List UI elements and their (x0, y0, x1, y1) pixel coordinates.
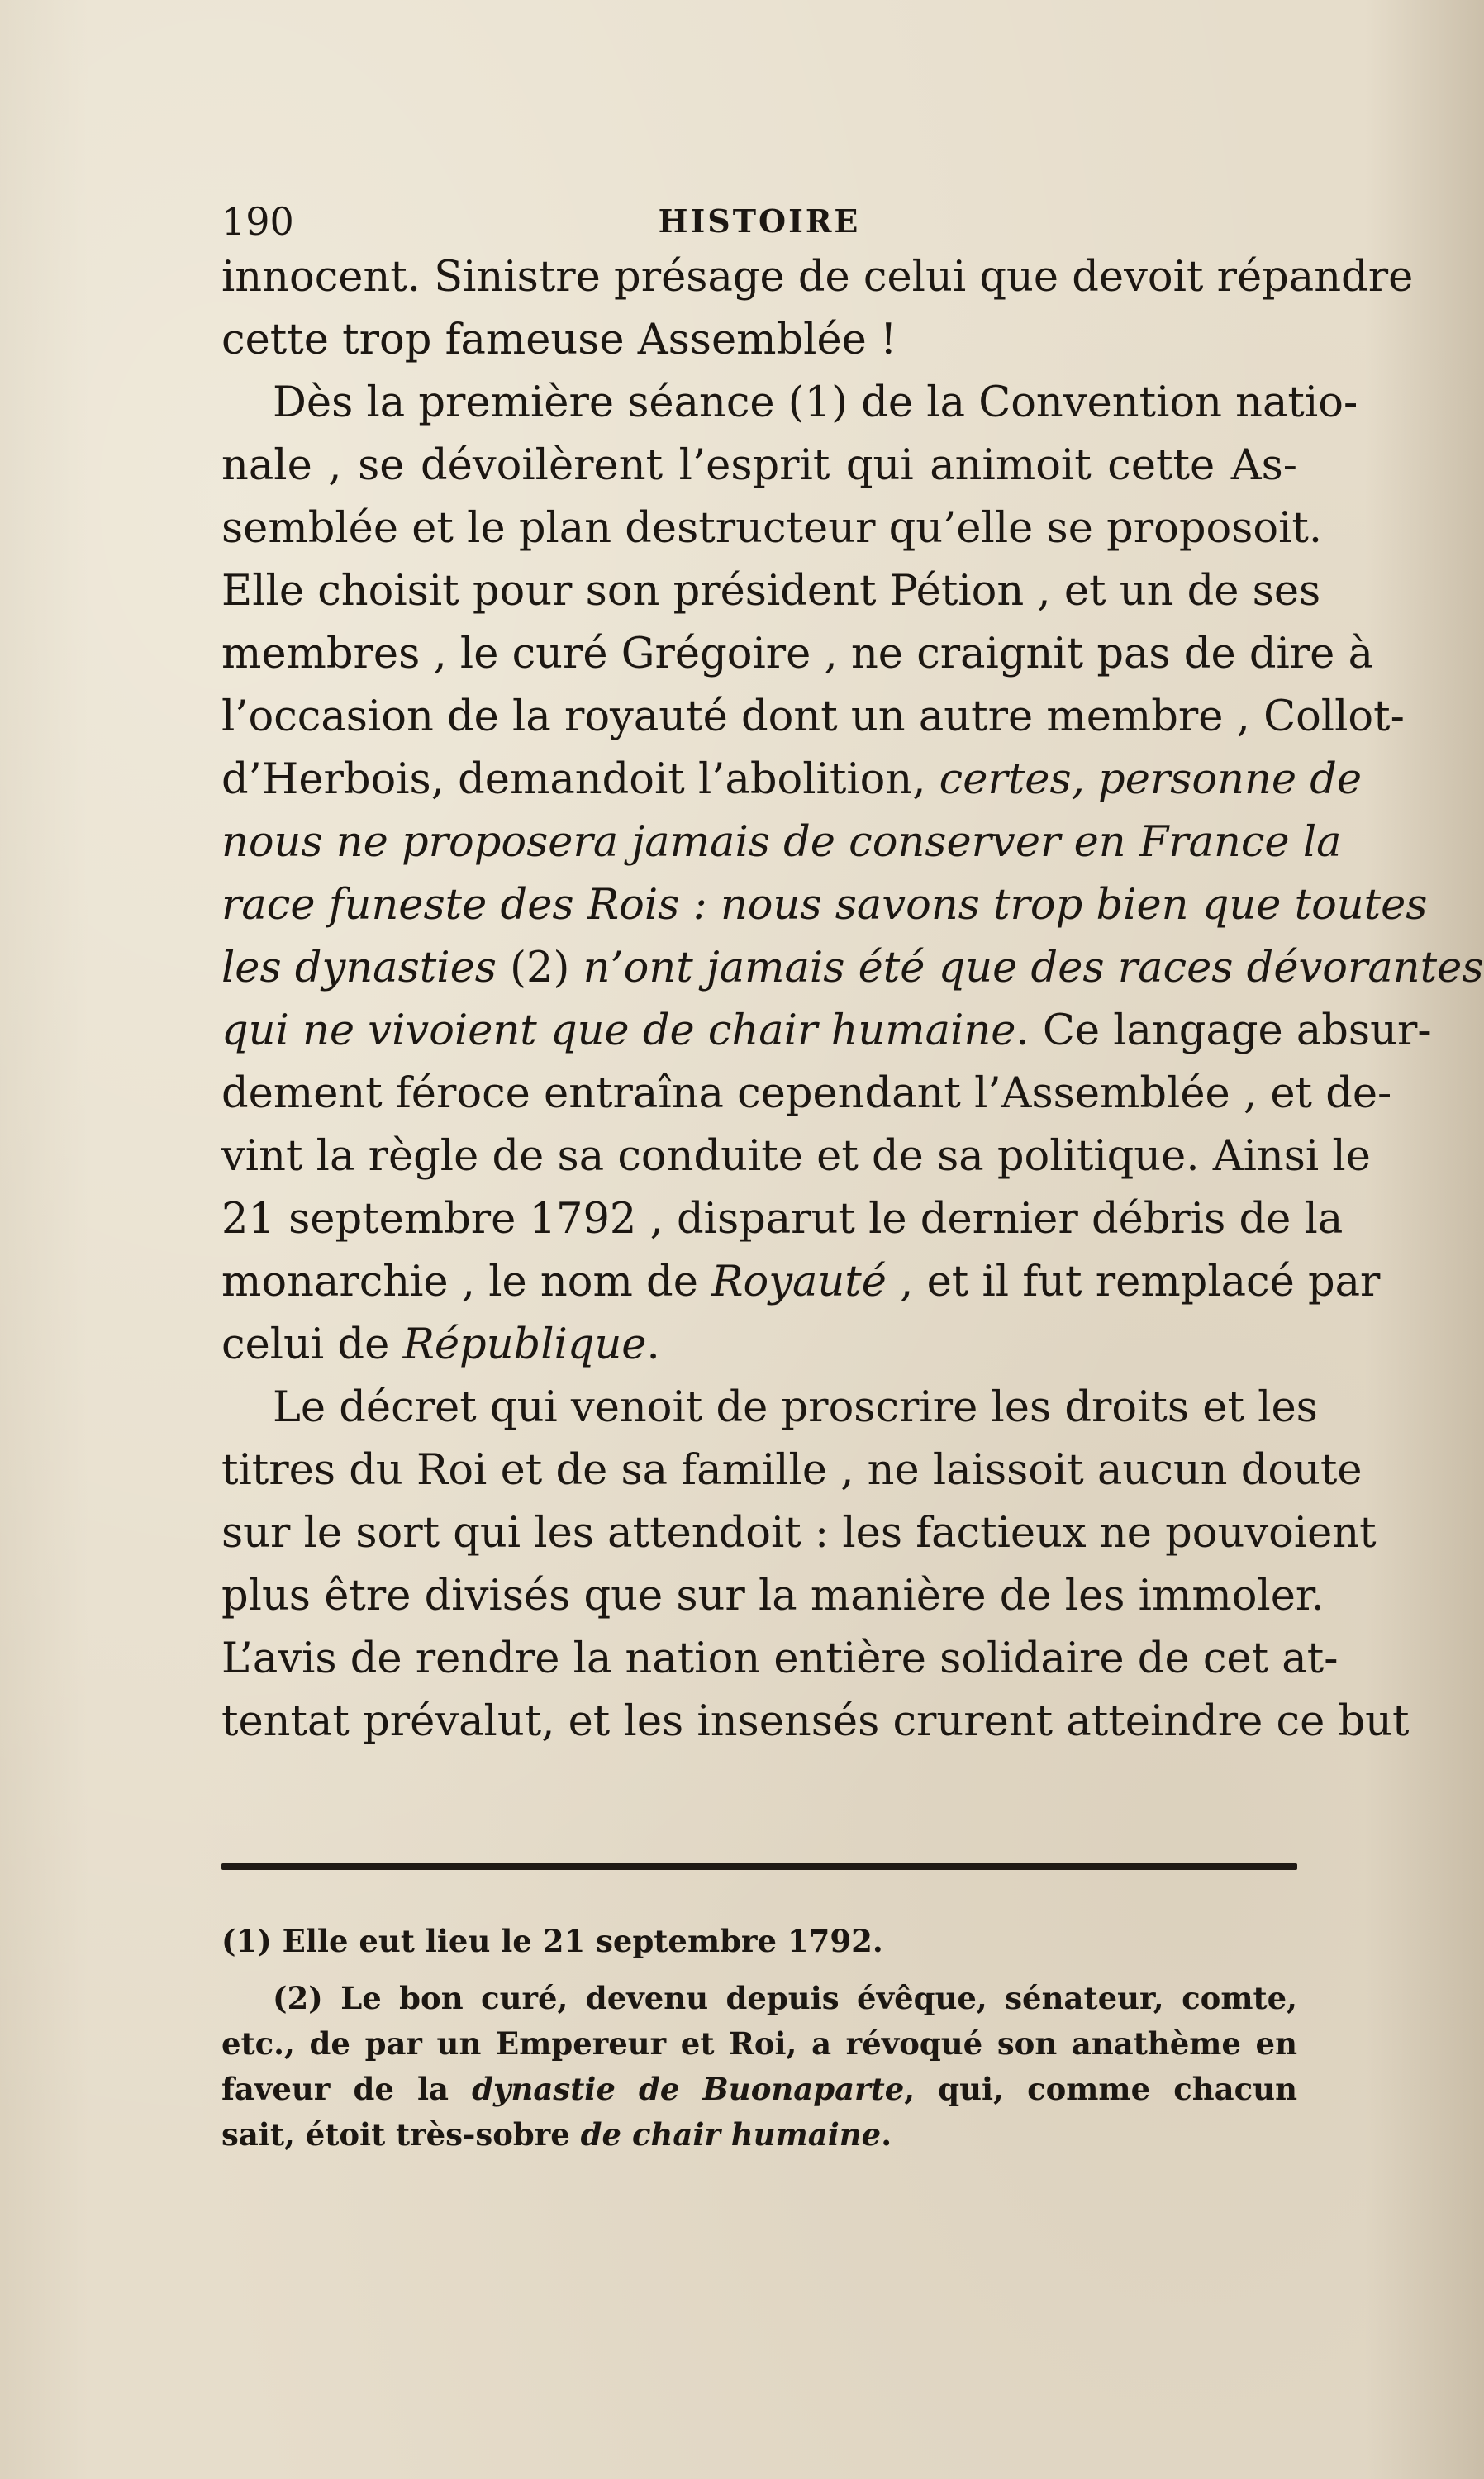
footnotes (221, 1919, 1297, 2158)
italic-text: les dynasties (221, 944, 497, 992)
text-run: sur le sort qui les attendoit : les factieux ne pouvoient (221, 1509, 1377, 1558)
text-line (221, 623, 1373, 686)
text-run: (1) Elle eut lieu le 21 septembre 1792. (221, 1923, 883, 1959)
text-run: Dès la première séance (1) de la Convention natio- (273, 378, 1358, 427)
text-run: (2) (496, 944, 583, 992)
text-run: (2) Le bon curé, devenu depuis évêque, sénateur, comte, (273, 1980, 1297, 2016)
text-run: , et il fut remplacé par (886, 1258, 1381, 1306)
text-run: membres , le curé Grégoire , ne craignit pas de dire à (221, 630, 1373, 678)
text-run: Le décret qui venoit de proscrire les droits et les (273, 1383, 1318, 1432)
text-line (221, 749, 1363, 811)
italic-text: Royauté (711, 1258, 887, 1306)
footnote-line (221, 2112, 1297, 2158)
text-run: innocent. Sinistre présage de celui que devoit répandre (221, 253, 1414, 302)
text-run: l’occasion de la royauté dont un autre membre , Collot- (221, 692, 1405, 741)
text-line (221, 1502, 1377, 1565)
body-text (221, 246, 1484, 1753)
text-line (221, 874, 1428, 937)
paragraph (221, 246, 1414, 372)
text-run: celui de (221, 1320, 403, 1369)
text-line (221, 811, 1342, 874)
text-run: semblée et le plan destructeur qu’elle se proposoit. (221, 504, 1323, 553)
text-line (221, 937, 1484, 1000)
text-run: , qui, comme chacun (904, 2071, 1297, 2107)
page-number: 190 (221, 199, 294, 244)
text-run: 21 septembre 1792 , disparut le dernier débris de la (221, 1195, 1344, 1244)
italic-text: de chair humaine (580, 2116, 882, 2153)
text-line (221, 1314, 1297, 1377)
footnote-line (221, 1976, 1297, 2021)
italic-text: nous ne proposera jamais de conserver en France la (221, 818, 1342, 867)
text-line (221, 1377, 1318, 1439)
text-run: . (881, 2116, 892, 2153)
paragraph (221, 1377, 1410, 1753)
text-run: sait, étoit très-sobre (221, 2116, 581, 2153)
paragraph (221, 372, 1484, 1377)
text-run: plus être divisés que sur la manière de les immoler. (221, 1572, 1325, 1620)
text-run: . Ce langage absur- (1015, 1006, 1432, 1055)
text-run: Elle choisit pour son président Pétion , et un de ses (221, 567, 1321, 616)
footnote-line (221, 1919, 1297, 1964)
italic-text: certes, personne de (939, 755, 1363, 804)
footnote (221, 1976, 1297, 2158)
text-run: cette trop fameuse Assemblée ! (221, 316, 897, 364)
running-head: HISTOIRE (658, 202, 861, 240)
italic-text: race funeste des Rois : nous savons trop bien que toutes (221, 881, 1428, 930)
text-run: tentat prévalut, et les insensés crurent atteindre ce but (221, 1697, 1410, 1746)
footnote-rule (221, 1863, 1297, 1870)
text-run: nale , se dévoilèrent l’esprit qui animoit cette As- (221, 441, 1297, 490)
text-line (221, 246, 1414, 309)
page-header (221, 197, 1297, 246)
text-line (221, 1000, 1432, 1063)
text-run: dement féroce entraîna cependant l’Assemblée , et de- (221, 1069, 1392, 1118)
text-run: monarchie , le nom de (221, 1258, 712, 1306)
text-run: . (646, 1320, 660, 1369)
text-line (221, 1439, 1363, 1502)
text-line (221, 686, 1405, 749)
italic-text: République (402, 1320, 647, 1369)
italic-text: qui ne vivoient que de chair humaine (221, 1006, 1016, 1055)
text-line (221, 1251, 1381, 1314)
text-run: titres du Roi et de sa famille , ne laissoit aucun doute (221, 1446, 1363, 1495)
text-line (221, 372, 1358, 435)
footnote-line (221, 2021, 1297, 2067)
text-run: faveur de la (221, 2071, 473, 2107)
footnote-line (221, 2067, 1297, 2112)
text-line (221, 435, 1297, 497)
text-line (221, 497, 1323, 560)
text-run: d’Herbois, demandoit l’abolition, (221, 755, 939, 804)
text-run: etc., de par un Empereur et Roi, a révoqué son anathème en (221, 2025, 1297, 2062)
italic-text: dynastie de Buonaparte (472, 2071, 905, 2107)
text-line (221, 309, 1297, 372)
text-line (221, 1063, 1392, 1125)
text-line (221, 1565, 1325, 1628)
text-line (221, 1125, 1371, 1188)
text-run: vint la règle de sa conduite et de sa politique. Ainsi le (221, 1132, 1371, 1181)
text-line (221, 560, 1321, 623)
footnote (221, 1919, 1297, 1964)
text-run: L’avis de rendre la nation entière solidaire de cet at- (221, 1634, 1339, 1683)
text-line (221, 1628, 1339, 1691)
text-line (221, 1188, 1344, 1251)
italic-text: n’ont jamais été que des races dévorantes (583, 944, 1484, 992)
text-line (221, 1691, 1410, 1753)
